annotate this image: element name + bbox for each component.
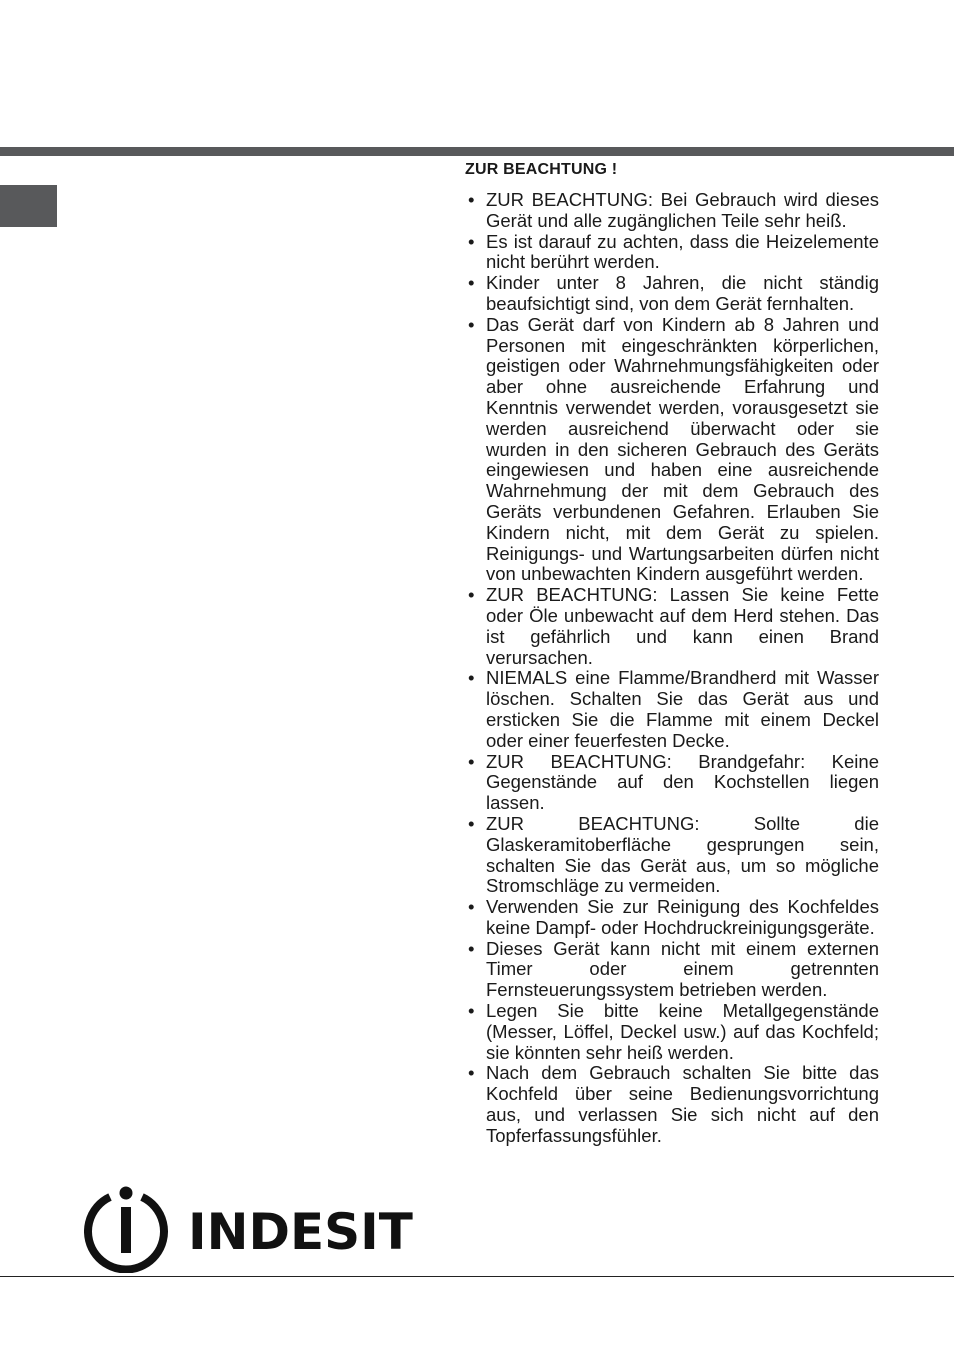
- list-item-text: ZUR BEACHTUNG: Sollte die Glaskeramitoberfläche gesprungen sein, schalten Sie das Gerät aus, um so mögliche Stromschläge zu vermeiden.: [486, 812, 879, 897]
- list-item: [465, 939, 879, 1001]
- warning-section: [465, 160, 879, 1147]
- indesit-logo: [84, 1183, 414, 1273]
- list-item: [465, 668, 879, 751]
- list-item: [465, 814, 879, 897]
- list-item-text: Dieses Gerät kann nicht mit einem externen Timer oder einem getrennten Fernsteuerungssystem betrieben werden.: [486, 937, 879, 1001]
- bullet-icon: •: [468, 896, 475, 918]
- bullet-icon: •: [468, 230, 475, 252]
- list-item-text: ZUR BEACHTUNG: Brandgefahr: Keine Gegenstände auf den Kochstellen liegen lassen.: [486, 750, 879, 814]
- footer-rule: [0, 1276, 954, 1277]
- list-item-text: Legen Sie bitte keine Metallgegenstände (Messer, Löffel, Deckel usw.) auf das Kochfeld; sie könnten sehr heiß werden.: [486, 1000, 879, 1063]
- logo-wordmark: INDESIT: [188, 1203, 413, 1261]
- bullet-icon: •: [468, 1000, 475, 1022]
- list-item-text: Kinder unter 8 Jahren, die nicht ständig beaufsichtigt sind, von dem Gerät fernhalten.: [486, 272, 879, 314]
- bullet-icon: •: [468, 1062, 475, 1084]
- list-item: [465, 273, 879, 315]
- list-item: [465, 897, 879, 939]
- bullet-icon: •: [468, 272, 475, 294]
- list-item: [465, 585, 879, 668]
- language-tab-marker: [0, 185, 57, 227]
- bullet-icon: •: [468, 750, 475, 772]
- list-item-text: ZUR BEACHTUNG: Lassen Sie keine Fette oder Öle unbewacht auf dem Herd stehen. Das ist gefährlich und kann einen Brand verursachen.: [486, 584, 879, 668]
- list-item: [465, 752, 879, 814]
- list-item: [465, 1063, 879, 1146]
- list-item: [465, 190, 879, 232]
- bullet-icon: •: [468, 584, 475, 606]
- warning-list: [465, 190, 879, 1147]
- header-rule: [0, 147, 954, 156]
- bullet-icon: •: [468, 189, 475, 210]
- list-item-text: ZUR BEACHTUNG: Bei Gebrauch wird dieses Gerät und alle zugänglichen Teile sehr heiß.: [486, 189, 879, 231]
- bullet-icon: •: [468, 812, 475, 834]
- list-item-text: Das Gerät darf von Kindern ab 8 Jahren und Personen mit eingeschränkten körperlichen, geistigen oder Wahrnehmungsfähigkeiten oder aber ohne ausreichende Erfahrung und Kenntnis verwendet werden, vorausgesetzt sie werden ausreichend überwacht oder sie wurden in den sicheren Gebrauch des Geräts eingewiesen und haben eine ausreichende Wahrnehmung der mit dem Gebrauch des Geräts verbundenen Gefahren. Erlauben Sie Kindern nicht, mit dem Gerät zu spielen. Reinigungs- und Wartungsarbeiten dürfen nicht von unbewachten Kindern ausgeführt werden.: [486, 313, 879, 585]
- bullet-icon: •: [468, 313, 475, 335]
- section-title: ZUR BEACHTUNG !: [465, 161, 618, 178]
- list-item-text: Verwenden Sie zur Reinigung des Kochfeldes keine Dampf- oder Hochdruckreinigungsgeräte.: [486, 896, 879, 938]
- list-item-text: Nach dem Gebrauch schalten Sie bitte das Kochfeld über seine Bedienungsvorrichtung aus, und verlassen Sie sich nicht auf den Topferfassungsfühler.: [486, 1062, 879, 1146]
- bullet-icon: •: [468, 667, 475, 689]
- list-item: [465, 1001, 879, 1063]
- list-item-text: NIEMALS eine Flamme/Brandherd mit Wasser löschen. Schalten Sie das Gerät aus und ersticken Sie die Flamme mit einem Deckel oder einer feuerfesten Decke.: [486, 667, 879, 751]
- bullet-icon: •: [468, 937, 475, 959]
- list-item: [465, 315, 879, 585]
- list-item: [465, 232, 879, 274]
- list-item-text: Es ist darauf zu achten, dass die Heizelemente nicht berührt werden.: [486, 230, 879, 273]
